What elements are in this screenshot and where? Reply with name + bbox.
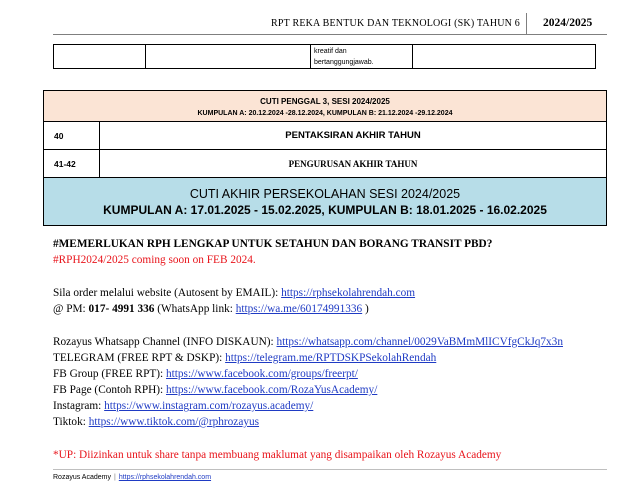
table-row <box>44 150 607 178</box>
cuti-akhir-row <box>44 178 607 226</box>
cell-text-line: bertanggungjawab. <box>314 59 374 66</box>
table-cell-text <box>311 45 413 69</box>
instagram-line <box>53 398 613 414</box>
page-header <box>0 0 638 36</box>
cuti-akhir-title: CUTI AKHIR PERSEKOLAHAN SESI 2024/2025 <box>189 186 461 201</box>
notice-section <box>53 236 613 463</box>
week-activity: PENGURUSAN AKHIR TAHUN <box>100 150 607 178</box>
footer-brand: Rozayus Academy <box>53 474 111 481</box>
week-number: 40 <box>44 122 100 150</box>
pm-number: 017- 4991 336 <box>88 303 155 315</box>
footer-rule <box>53 469 607 470</box>
cuti-penggal-row <box>44 91 607 122</box>
pm-wa-text: (WhatsApp link: <box>154 303 236 315</box>
tiktok-line <box>53 414 613 430</box>
cell-text-line: kreatif dan <box>314 48 347 55</box>
footer-separator: | <box>113 474 116 481</box>
fbgroup-line <box>53 366 613 382</box>
instagram-link[interactable]: https://www.instagram.com/rozayus.academy/ <box>104 400 314 412</box>
fbpage-line <box>53 382 613 398</box>
cuti-penggal-title: CUTI PENGGAL 3, SESI 2024/2025 <box>260 97 390 106</box>
week-number: 41-42 <box>44 150 100 178</box>
telegram-link[interactable]: https://telegram.me/RPTDSKPSekolahRendah <box>225 352 437 364</box>
order-text: Sila order melalui website (Autosent by EMAIL): <box>53 287 282 299</box>
instagram-label: Instagram: <box>53 400 105 412</box>
coming-soon-text: #RPH2024/2025 coming soon on FEB 2024. <box>53 254 256 266</box>
facebook-page-link[interactable]: https://www.facebook.com/RozaYusAcademy/ <box>165 384 378 396</box>
telegram-line <box>53 350 613 366</box>
tiktok-link[interactable]: https://www.tiktok.com/@rphrozayus <box>88 416 260 428</box>
order-link[interactable]: https://rphsekolahrendah.com <box>281 287 416 299</box>
previous-table-tail <box>53 44 596 69</box>
pm-suffix: ) <box>362 303 369 315</box>
table-row <box>44 122 607 150</box>
facebook-group-link[interactable]: https://www.facebook.com/groups/freerpt/ <box>165 368 358 380</box>
page-footer <box>53 474 211 481</box>
document-title: RPT REKA BENTUK DAN TEKNOLOGI (SK) TAHUN 6 <box>271 18 520 29</box>
document-year: 2024/2025 <box>543 17 593 29</box>
tiktok-label: Tiktok: <box>53 416 89 428</box>
order-line <box>53 285 613 301</box>
whatsapp-channel-link[interactable]: https://whatsapp.com/channel/0029VaBMmMlICVfgCkJq7x3n <box>276 336 563 348</box>
pm-prefix: @ PM: <box>53 303 89 315</box>
table-cell <box>413 45 596 69</box>
cuti-penggal-dates: KUMPULAN A: 20.12.2024 -28.12.2024, KUMPULAN B: 21.12.2024 -29.12.2024 <box>197 110 453 117</box>
fbpage-label: FB Page (Contoh RPH): <box>53 384 166 396</box>
header-rule <box>53 34 607 35</box>
whatsapp-link[interactable]: https://wa.me/60174991336 <box>235 303 363 315</box>
pm-line <box>53 301 613 317</box>
table-cell <box>54 45 146 69</box>
channel-line <box>53 334 613 350</box>
week-activity: PENTAKSIRAN AKHIR TAHUN <box>100 122 607 150</box>
channel-label: Rozayus Whatsapp Channel (INFO DISKAUN): <box>53 336 277 348</box>
telegram-label: TELEGRAM (FREE RPT & DSKP): <box>53 352 226 364</box>
header-divider <box>526 13 527 35</box>
cuti-akhir-dates: KUMPULAN A: 17.01.2025 - 15.02.2025, KUMPULAN B: 18.01.2025 - 16.02.2025 <box>103 202 547 217</box>
footer-link[interactable]: https://rphsekolahrendah.com <box>118 474 212 481</box>
table-cell <box>146 45 311 69</box>
disclaimer-text: *UP: Diizinkan untuk share tanpa membuang maklumat yang disampaikan oleh Rozayus Academy <box>53 449 502 461</box>
fbgroup-label: FB Group (FREE RPT): <box>53 368 166 380</box>
schedule-table <box>43 90 607 226</box>
notice-heading: #MEMERLUKAN RPH LENGKAP UNTUK SETAHUN DAN BORANG TRANSIT PBD? <box>53 238 493 250</box>
